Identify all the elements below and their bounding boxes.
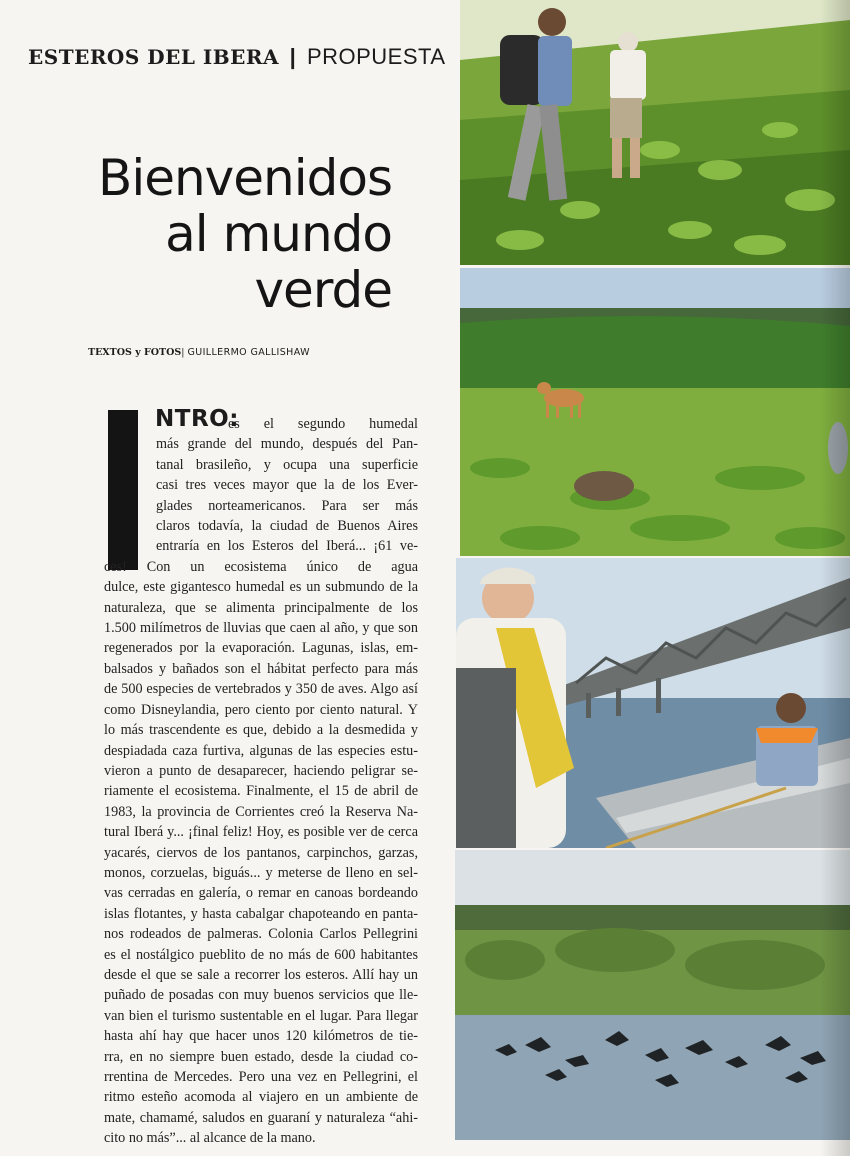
article-body [104, 414, 418, 1149]
article-line: puñado de posadas con muy buenos servicios que lle- [104, 987, 418, 1004]
article-line: tural Iberá y... ¡final feliz! Hoy, es posible ver de cerca [104, 824, 418, 841]
article-line: riamente el ecosistema. Finalmente, el 15 de abril de [104, 783, 418, 800]
photo-boat-bridge [456, 558, 850, 848]
article-line: es el nostálgico pueblito de no más de 600 habitantes [104, 946, 418, 963]
article-line: lo más trascendente es que, debido a la desmedida y [104, 722, 418, 739]
article-line: vieron a punto de desaparecer, haciendo peligrar se- [104, 762, 418, 779]
article-line: nos rodeados de palmeras. Colonia Carlos Pellegrini [104, 926, 418, 943]
article-line: casi tres veces mayor que la de los Ever- [156, 477, 418, 494]
article-line: entraría en los Esteros del Iberá... ¡61 ve- [156, 538, 418, 555]
credits-label: TEXTOS y FOTOS [88, 347, 182, 358]
article-line: como Disneylandia, pero ciento por ciento natural. Y [104, 701, 418, 718]
article-line: monos, corzuelas, biguás... y meterse de lleno en sel- [104, 864, 418, 881]
article-line: desde el que se sale a recorrer los esteros. Allí hay un [104, 966, 418, 983]
article-line: ces! Con un ecosistema único de agua [104, 558, 418, 575]
article-line: tanal brasileño, y ocupa una superficie [156, 456, 418, 473]
article-line: claros todavía, la ciudad de Buenos Aires [156, 518, 418, 535]
article-line: despiadada caza furtiva, algunas de las especies estu- [104, 742, 418, 759]
article-line: de 500 especies de vertebrados y 350 de aves. Algo así [104, 681, 418, 698]
article-line: vas cerradas en galería, o remar en canoas bordeando [104, 885, 418, 902]
credits [88, 347, 408, 358]
article-line: 1.500 milímetros de lluvias que caen al año, y que son [104, 620, 418, 637]
photo-birds-lagoon [455, 850, 850, 1140]
article-line: 1983, la provincia de Corrientes creó la Reserva Na- [104, 803, 418, 820]
header-separator: | [289, 44, 297, 69]
photo-deer-capybara [460, 268, 850, 556]
article-line: cito no más”... al alcance de la mano. [104, 1130, 316, 1147]
article-line: rra, en no siempre buen estado, desde la ciudad co- [104, 1048, 418, 1065]
section-header [28, 44, 446, 70]
article-line: yacarés, ciervos de los pantanos, carpinchos, garzas, [104, 844, 418, 861]
article-line: hasta ahí hay que hacer unos 120 kilómetros de tie- [104, 1028, 418, 1045]
article-line: rrentina de Mercedes. Pero una vez en Pellegrini, el [104, 1069, 418, 1085]
article-line: dulce, este gigantesco humedal es un submundo de la [104, 579, 418, 596]
article-line: islas flotantes, y hasta cabalgar chapoteando en panta- [104, 905, 418, 922]
article-line: glades norteamericanos. Para ser más [156, 497, 418, 514]
credits-separator: | [181, 347, 185, 358]
credits-author: GUILLERMO GALLISHAW [187, 347, 310, 358]
title-line: al mundo [165, 205, 392, 263]
article-line: ritmo esteño acomoda al viajero en un ambiente de [104, 1089, 418, 1106]
article-line: más grande del mundo, después del Pan- [156, 436, 418, 453]
title-line: Bienvenidos [98, 149, 392, 207]
article-line: mate, chamamé, saludos en guaraní y naturaleza “ahi- [104, 1109, 418, 1126]
photo-hikers [460, 0, 850, 265]
section-name: ESTEROS DEL IBERA [28, 45, 280, 69]
article-line: naturaleza, que se alimenta principalmente de los [104, 599, 418, 616]
section-type: PROPUESTA [306, 44, 446, 69]
title-line: verde [254, 261, 392, 319]
article-line: es el segundo humedal [228, 416, 418, 432]
intro-word: NTRO: [155, 406, 239, 432]
article-title [62, 150, 392, 318]
article-line: van bien el turismo sustentable en el lugar. Para llegar [104, 1007, 418, 1024]
article-line: regenerados por la evaporación. Lagunas, islas, em- [104, 640, 418, 657]
article-line: balsados y bañados son el hábitat perfecto para más [104, 660, 418, 677]
page-gutter-shadow [820, 0, 850, 1156]
